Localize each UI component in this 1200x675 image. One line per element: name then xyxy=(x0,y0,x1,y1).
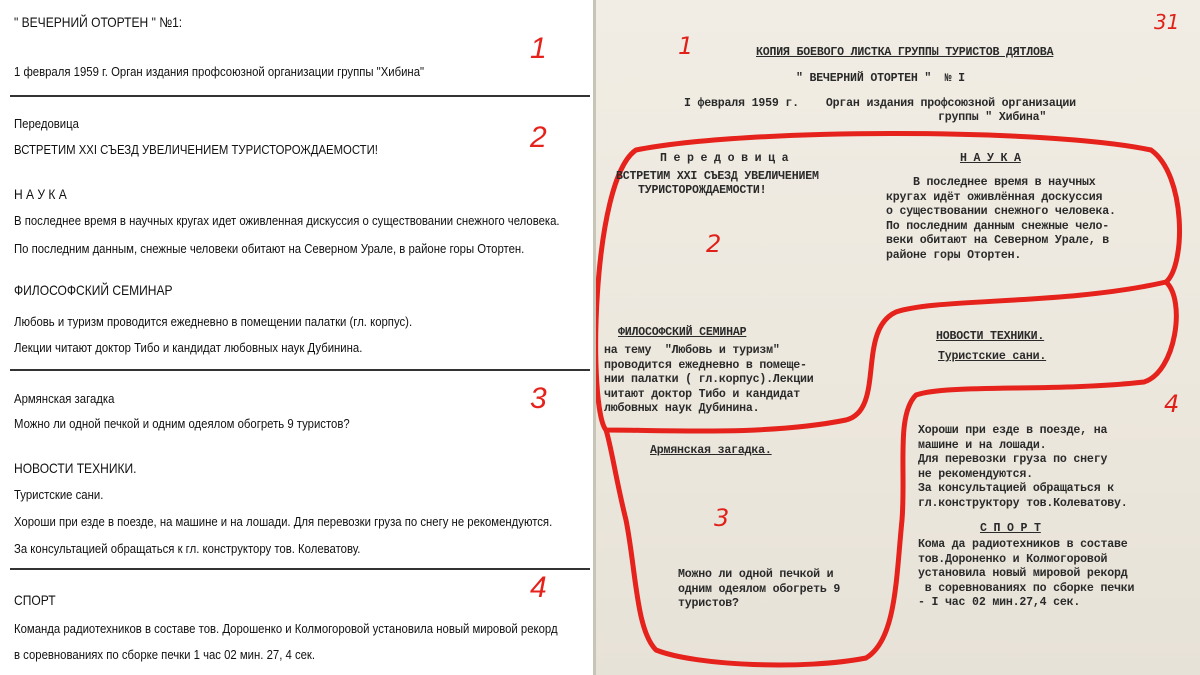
transcription-panel xyxy=(0,0,593,675)
section-marker-3: 3 xyxy=(530,382,547,415)
divider xyxy=(10,95,590,97)
divider xyxy=(10,568,590,570)
tech-heading: НОВОСТИ ТЕХНИКИ. xyxy=(14,460,137,476)
seminar-heading: ФИЛОСОФСКИЙ СЕМИНАР xyxy=(14,282,173,298)
tech-text: Хороши при езде в поезде, на машине и на лошади. Для перевозки груза по снегу не рекомендуются. За консультацией обращаться к гл.конструктору тов.Колеватову. xyxy=(918,424,1128,510)
newspaper-title: " ВЕЧЕРНИЙ ОТОРТЕН " №1: xyxy=(14,14,183,30)
editorial-label: П е р е д о в и ц а xyxy=(660,152,789,165)
riddle-text: Можно ли одной печкой и одним одеялом обогреть 9 туристов? xyxy=(678,568,841,610)
tech-subheading: Туристские сани. xyxy=(14,487,104,502)
tech-line-1: Хороши при езде в поезде, на машине и на лошади. Для перевозки груза по снегу не рекомендуются. xyxy=(14,514,553,529)
editorial-line-2: ТУРИСТОРОЖДАЕМОСТИ! xyxy=(638,184,767,197)
section-marker-1: 1 xyxy=(678,32,694,60)
sport-line-1: Команда радиотехников в составе тов. Дорошенко и Колмогоровой установила новый мировой рекорд xyxy=(14,621,558,636)
sport-heading: СПОРТ xyxy=(14,592,56,608)
editorial-text: ВСТРЕТИМ XXI СЪЕЗД УВЕЛИЧЕНИЕМ ТУРИСТОРОЖДАЕМОСТИ! xyxy=(14,142,378,157)
section-marker-4: 4 xyxy=(1164,390,1180,418)
editorial-line-1: ВСТРЕТИМ XXI СЪЕЗД УВЕЛИЧЕНИЕМ xyxy=(616,170,819,183)
riddle-heading: Армянская загадка. xyxy=(650,444,772,457)
sport-text: Кома да радиотехников в составе тов.Дороненко и Колмогоровой установила новый мировой рекорд в соревнованиях по сборке печки - I час 02 мин.27,4 сек. xyxy=(918,538,1135,609)
seminar-text: на тему "Любовь и туризм" проводится ежедневно в помеще- нии палатки ( гл.корпус).Лекции читают доктор Тибо и кандидат любовных наук Дубинина. xyxy=(604,344,814,415)
tech-subheading: Туристские сани. xyxy=(938,350,1047,363)
science-text: В последнее время в научных кругах идёт оживлённая доскуссия о существовании снежного человека. По последним данным снежные чело- веки обитают на Северном Урале, в районе горы Отортен. xyxy=(886,176,1116,262)
seminar-line-2: Лекции читают доктор Тибо и кандидат любовных наук Дубинина. xyxy=(14,340,363,355)
section-marker-1: 1 xyxy=(530,32,547,65)
tech-heading: НОВОСТИ ТЕХНИКИ. xyxy=(936,330,1045,343)
science-line-2: По последним данным, снежные человеки обитают на Северном Урале, в районе горы Отортен. xyxy=(14,241,525,256)
tech-line-2: За консультацией обращаться к гл. конструктору тов. Колеватову. xyxy=(14,541,361,556)
sport-line-2: в соревнованиях по сборке печки 1 час 02 мин. 27, 4 сек. xyxy=(14,647,316,662)
science-heading: Н А У К А xyxy=(14,186,67,202)
divider xyxy=(10,369,590,371)
riddle-text: Можно ли одной печкой и одним одеялом обогреть 9 туристов? xyxy=(14,416,350,431)
riddle-heading: Армянская загадка xyxy=(14,391,115,406)
scanned-original xyxy=(596,0,1200,675)
sport-heading: С П О Р Т xyxy=(980,522,1041,535)
section-marker-2: 2 xyxy=(530,121,547,154)
seminar-heading: ФИЛОСОФСКИЙ СЕМИНАР xyxy=(618,326,747,339)
date-line: 1 февраля 1959 г. Орган издания профсоюзной организации группы "Хибина" xyxy=(14,64,425,79)
date-line-2: группы " Хибина" xyxy=(938,111,1047,124)
seminar-line-1: Любовь и туризм проводится ежедневно в помещении палатки (гл. корпус). xyxy=(14,314,413,329)
science-heading: Н А У К А xyxy=(960,152,1021,165)
editorial-label: Передовица xyxy=(14,116,79,131)
page-number: 31 xyxy=(1154,10,1180,34)
section-marker-3: 3 xyxy=(714,504,730,532)
date-line-1: I февраля 1959 г. Орган издания профсоюзной организации xyxy=(684,97,1076,110)
science-line-1: В последнее время в научных кругах идет оживленная дискуссия о существовании снежного человека. xyxy=(14,213,560,228)
section-marker-2: 2 xyxy=(706,230,722,258)
paper-name: " ВЕЧЕРНИЙ ОТОРТЕН " № I xyxy=(796,72,965,85)
section-marker-4: 4 xyxy=(530,571,547,604)
copy-title: КОПИЯ БОЕВОГО ЛИСТКА ГРУППЫ ТУРИСТОВ ДЯТЛОВА xyxy=(756,46,1054,59)
